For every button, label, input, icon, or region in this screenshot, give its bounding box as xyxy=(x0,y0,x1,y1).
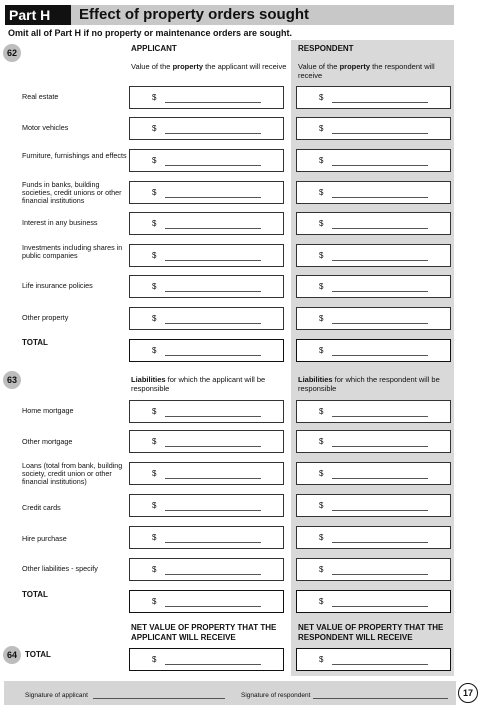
currency-symbol: $ xyxy=(319,314,324,323)
applicant-signature-label: Signature of applicant xyxy=(25,692,88,699)
row-label: Home mortgage xyxy=(22,406,74,415)
currency-symbol: $ xyxy=(319,93,324,102)
currency-symbol: $ xyxy=(152,437,157,446)
applicant-value-field[interactable] xyxy=(129,430,284,453)
applicant-property-total-field[interactable] xyxy=(129,339,284,362)
instruction-note: Omit all of Part H if no property or maintenance orders are sought. xyxy=(8,28,293,38)
row-label: Motor vehicles xyxy=(22,123,69,132)
currency-symbol: $ xyxy=(319,597,324,606)
applicant-value-field[interactable] xyxy=(129,526,284,549)
applicant-value-field[interactable] xyxy=(129,400,284,423)
question-number-63: 63 xyxy=(3,371,21,389)
respondent-value-field[interactable] xyxy=(296,117,451,140)
currency-symbol: $ xyxy=(319,655,324,664)
row-label: Other mortgage xyxy=(22,437,73,446)
currency-symbol: $ xyxy=(319,533,324,542)
currency-symbol: $ xyxy=(152,469,157,478)
respondent-value-field[interactable] xyxy=(296,244,451,267)
currency-symbol: $ xyxy=(319,565,324,574)
applicant-value-field[interactable] xyxy=(129,494,284,517)
applicant-header: APPLICANT xyxy=(131,44,177,53)
applicant-signature-line[interactable] xyxy=(93,698,225,699)
respondent-value-field[interactable] xyxy=(296,526,451,549)
total-label-63: TOTAL xyxy=(22,590,48,599)
currency-symbol: $ xyxy=(152,282,157,291)
question-number-62: 62 xyxy=(3,44,21,62)
row-label: Life insurance policies xyxy=(22,281,93,290)
row-label: Funds in banks, building societies, credit unions or other financial institutions xyxy=(22,180,122,206)
row-label: Other property xyxy=(22,313,69,322)
currency-symbol: $ xyxy=(152,655,157,664)
currency-symbol: $ xyxy=(319,282,324,291)
currency-symbol: $ xyxy=(152,501,157,510)
currency-symbol: $ xyxy=(152,533,157,542)
applicant-value-field[interactable] xyxy=(129,275,284,298)
respondent-value-field[interactable] xyxy=(296,430,451,453)
currency-symbol: $ xyxy=(319,124,324,133)
currency-symbol: $ xyxy=(152,597,157,606)
currency-symbol: $ xyxy=(152,156,157,165)
respondent-value-field[interactable] xyxy=(296,212,451,235)
currency-symbol: $ xyxy=(152,251,157,260)
row-label: Loans (total from bank, building society, credit union or other financial institutions) xyxy=(22,461,123,487)
currency-symbol: $ xyxy=(319,469,324,478)
currency-symbol: $ xyxy=(319,219,324,228)
respondent-value-field[interactable] xyxy=(296,307,451,330)
respondent-header: RESPONDENT xyxy=(298,44,354,53)
currency-symbol: $ xyxy=(152,565,157,574)
respondent-value-field[interactable] xyxy=(296,400,451,423)
applicant-net-value-field[interactable] xyxy=(129,648,284,671)
applicant-value-field[interactable] xyxy=(129,307,284,330)
applicant-value-field[interactable] xyxy=(129,117,284,140)
applicant-liabilities-total-field[interactable] xyxy=(129,590,284,613)
respondent-value-field[interactable] xyxy=(296,275,451,298)
currency-symbol: $ xyxy=(152,124,157,133)
currency-symbol: $ xyxy=(319,437,324,446)
currency-symbol: $ xyxy=(152,219,157,228)
respondent-signature-line[interactable] xyxy=(313,698,448,699)
applicant-value-field[interactable] xyxy=(129,181,284,204)
row-label: Real estate xyxy=(22,92,59,101)
currency-symbol: $ xyxy=(319,156,324,165)
section-title: Effect of property orders sought xyxy=(71,5,454,25)
row-label: Interest in any business xyxy=(22,218,98,227)
currency-symbol: $ xyxy=(319,188,324,197)
respondent-liabilities-desc: Liabilities for which the respondent will be responsible xyxy=(298,375,440,393)
question-number-64: 64 xyxy=(3,646,21,664)
currency-symbol: $ xyxy=(319,501,324,510)
applicant-net-value-header: NET VALUE OF PROPERTY THAT THE APPLICANT WILL RECEIVE xyxy=(131,623,277,642)
currency-symbol: $ xyxy=(319,346,324,355)
applicant-value-field[interactable] xyxy=(129,212,284,235)
respondent-net-value-field[interactable] xyxy=(296,648,451,671)
applicant-property-desc: Value of the property the applicant will receive xyxy=(131,62,287,71)
currency-symbol: $ xyxy=(152,93,157,102)
applicant-value-field[interactable] xyxy=(129,244,284,267)
row-label: Furniture, furnishings and effects xyxy=(22,151,127,160)
applicant-value-field[interactable] xyxy=(129,462,284,485)
row-label: Credit cards xyxy=(22,503,61,512)
row-label: Other liabilities - specify xyxy=(22,564,98,573)
applicant-value-field[interactable] xyxy=(129,86,284,109)
respondent-liabilities-total-field[interactable] xyxy=(296,590,451,613)
total-label-62: TOTAL xyxy=(22,338,48,347)
page-number: 17 xyxy=(458,683,478,703)
respondent-signature-label: Signature of respondent xyxy=(241,692,311,699)
currency-symbol: $ xyxy=(152,346,157,355)
respondent-value-field[interactable] xyxy=(296,494,451,517)
respondent-value-field[interactable] xyxy=(296,149,451,172)
applicant-liabilities-desc: Liabilities for which the applicant will be responsible xyxy=(131,375,266,393)
applicant-value-field[interactable] xyxy=(129,149,284,172)
currency-symbol: $ xyxy=(319,251,324,260)
respondent-property-desc: Value of the property the respondent will receive xyxy=(298,62,435,80)
part-label: Part H xyxy=(5,5,71,25)
respondent-value-field[interactable] xyxy=(296,462,451,485)
total-label-64: TOTAL xyxy=(25,650,51,659)
currency-symbol: $ xyxy=(319,407,324,416)
applicant-value-field[interactable] xyxy=(129,558,284,581)
respondent-value-field[interactable] xyxy=(296,558,451,581)
row-label: Investments including shares in public companies xyxy=(22,243,123,261)
respondent-property-total-field[interactable] xyxy=(296,339,451,362)
respondent-value-field[interactable] xyxy=(296,181,451,204)
currency-symbol: $ xyxy=(152,188,157,197)
respondent-net-value-header: NET VALUE OF PROPERTY THAT THE RESPONDENT WILL RECEIVE xyxy=(298,623,444,642)
currency-symbol: $ xyxy=(152,314,157,323)
currency-symbol: $ xyxy=(152,407,157,416)
respondent-value-field[interactable] xyxy=(296,86,451,109)
row-label: Hire purchase xyxy=(22,534,67,543)
